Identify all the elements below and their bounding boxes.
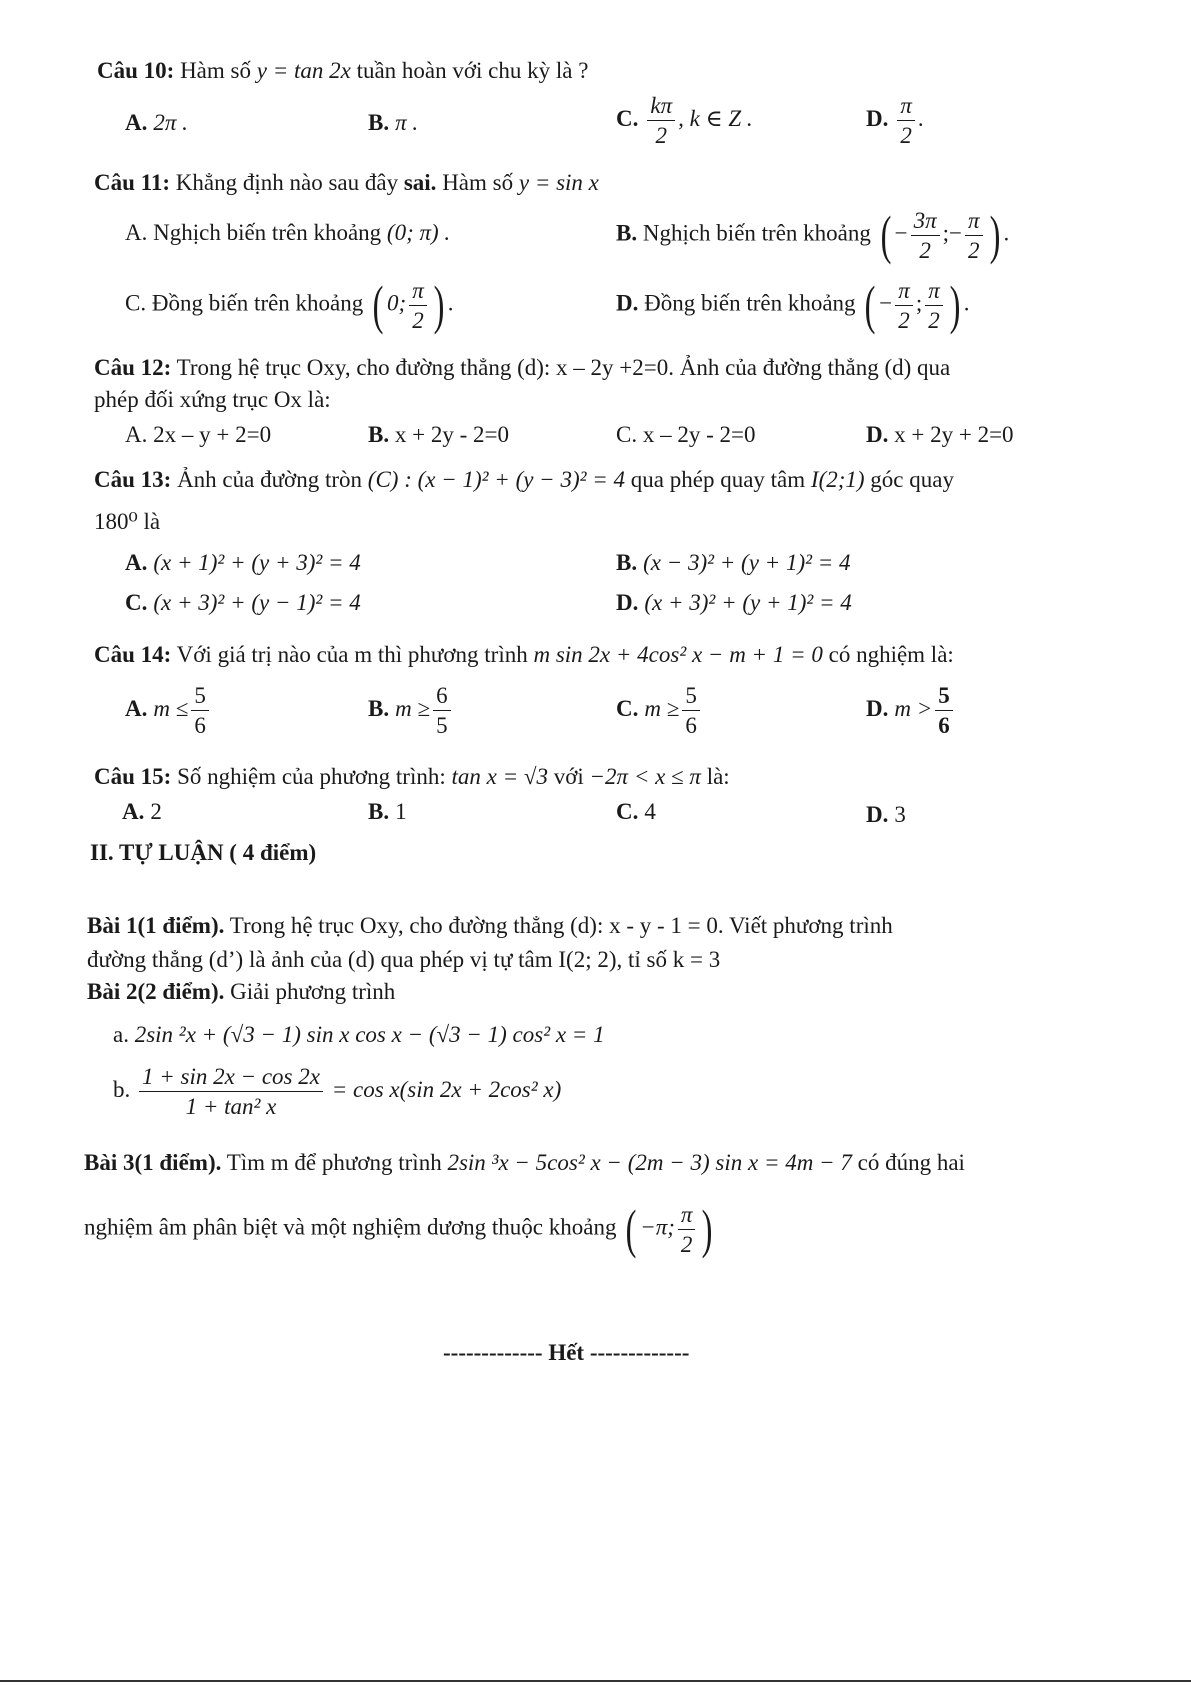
option-label: B. <box>368 799 390 824</box>
fraction <box>433 684 451 737</box>
question-12 <box>94 353 950 383</box>
option-value: 2π . <box>153 110 188 135</box>
right-paren: ) <box>433 275 445 335</box>
right-paren: ) <box>989 205 1000 265</box>
end-marker: ------------- Hết ------------- <box>443 1340 690 1365</box>
option-a[interactable] <box>125 218 450 248</box>
option-label: A. <box>125 220 148 245</box>
question-text-4: 180⁰ là <box>94 509 161 534</box>
question-text: Trong hệ trục Oxy, cho đường thẳng (d): x – 2y +2=0. Ảnh của đường thẳng (d) qua <box>176 355 951 380</box>
option-label: D. <box>866 695 889 721</box>
denominator: 6 <box>685 713 697 738</box>
option-b[interactable] <box>368 420 509 450</box>
question-text: Khẳng định nào sau đây <box>175 170 399 195</box>
period: . <box>1003 220 1010 246</box>
inequality: m ≥ <box>395 695 431 721</box>
denominator: 6 <box>938 713 950 738</box>
question-14 <box>94 640 954 670</box>
fraction <box>895 279 913 332</box>
equation: m sin 2x + 4cos² x − m + 1 = 0 <box>533 642 823 667</box>
inequality: m ≤ <box>153 695 189 721</box>
option-label: B. <box>616 550 638 575</box>
option-label: C. <box>125 290 147 316</box>
denominator: 2 <box>928 307 940 333</box>
question-text-3: góc quay <box>870 467 954 492</box>
numerator: 5 <box>682 684 700 711</box>
option-value: 4 <box>644 799 656 824</box>
option-value: x + 2y - 2=0 <box>394 422 509 447</box>
period: . <box>447 290 454 316</box>
exercise-label: Bài 3(1 điểm). <box>84 1150 222 1175</box>
numerator: π <box>409 279 427 306</box>
option-label: C. <box>616 105 639 131</box>
option-label: D. <box>866 105 889 131</box>
question-text: Số nghiệm của phương trình: <box>177 764 446 789</box>
denominator: 2 <box>680 1231 693 1257</box>
numerator: 5 <box>935 684 953 711</box>
question-13-line-2 <box>94 507 160 537</box>
numerator: 5 <box>191 684 209 711</box>
option-a[interactable] <box>122 797 162 827</box>
question-text: Hàm số <box>180 58 251 83</box>
question-text-2: tuần hoàn với chu kỳ là ? <box>356 58 589 83</box>
denominator: 6 <box>194 713 206 738</box>
option-label: C. <box>616 422 638 447</box>
question-10 <box>97 56 588 86</box>
question-text-2: với <box>553 764 584 789</box>
option-a[interactable] <box>125 420 271 450</box>
option-value: π . <box>395 110 419 135</box>
option-label: A. <box>125 422 148 447</box>
option-value: (x + 3)² + (y − 1)² = 4 <box>153 590 361 615</box>
question-label: Câu 13: <box>94 467 172 492</box>
option-value: 3 <box>894 802 906 827</box>
exercise-1 <box>87 911 893 941</box>
equation: tan x = √3 <box>451 764 548 789</box>
option-b[interactable] <box>368 108 418 138</box>
option-value: (x + 1)² + (y + 3)² = 4 <box>153 550 361 575</box>
left-paren: ( <box>372 275 384 335</box>
function: y = sin x <box>518 170 599 195</box>
part-label: a. <box>113 1022 129 1047</box>
option-label: A. <box>125 110 148 135</box>
option-d[interactable] <box>866 420 1014 450</box>
option-d[interactable] <box>866 684 956 737</box>
option-label: A. <box>122 799 145 824</box>
option-d[interactable] <box>616 588 852 618</box>
exercise-3 <box>84 1148 965 1178</box>
option-label: C. <box>616 799 639 824</box>
exercise-text: Tìm m để phương trình <box>226 1150 442 1175</box>
option-text: Đồng biến trên khoảng <box>151 290 364 316</box>
question-emphasis: sai. <box>403 170 437 195</box>
option-tail: , k ∈ Z . <box>678 105 753 131</box>
option-b[interactable] <box>616 548 851 578</box>
option-d[interactable] <box>866 94 924 147</box>
option-b[interactable] <box>616 205 1010 265</box>
left-paren: ( <box>880 205 892 265</box>
question-text-2: phép đối xứng trục Ox là: <box>94 387 331 412</box>
question-text: Ảnh của đường tròn <box>177 467 363 492</box>
option-c[interactable] <box>125 588 361 618</box>
section-title: II. TỰ LUẬN ( 4 điểm) <box>90 840 317 865</box>
separator: ; <box>915 290 923 316</box>
option-label: D. <box>616 590 639 615</box>
option-b[interactable] <box>368 797 407 827</box>
rotation-center: I(2;1) <box>810 467 865 492</box>
page-bottom-edge <box>0 1680 1191 1682</box>
range: −2π < x ≤ π <box>589 764 701 789</box>
option-value: 1 <box>395 799 407 824</box>
fraction <box>925 279 943 332</box>
exercise-text-2: có đúng hai <box>857 1150 965 1175</box>
period: . <box>963 290 970 316</box>
denominator: 2 <box>898 307 910 333</box>
option-label: D. <box>616 290 639 316</box>
denominator: 5 <box>436 713 448 738</box>
question-text-2: Hàm số <box>442 170 514 195</box>
denominator: 2 <box>900 123 912 148</box>
exercise-label: Bài 2(2 điểm). <box>87 979 225 1004</box>
numerator: π <box>897 94 915 121</box>
question-text-2: có nghiệm là: <box>828 642 954 667</box>
option-label: A. <box>125 550 148 575</box>
inequality: m ≥ <box>644 695 680 721</box>
question-13 <box>94 465 954 495</box>
numerator: π <box>925 279 943 306</box>
fraction <box>965 209 983 262</box>
fraction <box>682 684 700 737</box>
minus-sign: − <box>894 220 908 246</box>
exercise-1-line-2 <box>87 945 720 975</box>
option-value: (x + 3)² + (y + 1)² = 4 <box>644 590 852 615</box>
numerator: π <box>678 1203 696 1230</box>
question-11 <box>94 168 599 198</box>
numerator: 6 <box>433 684 451 711</box>
part-label: b. <box>113 1076 131 1102</box>
denominator: 1 + tan² x <box>185 1094 277 1119</box>
option-value: (x − 3)² + (y + 1)² = 4 <box>643 550 851 575</box>
equation: 2sin ²x + (√3 − 1) sin x cos x − (√3 − 1) cos² x = 1 <box>134 1022 605 1047</box>
question-label: Câu 14: <box>94 642 172 667</box>
equation: 2sin ³x − 5cos² x − (2m − 3) sin x = 4m − 7 <box>447 1150 852 1175</box>
option-value: 2 <box>150 799 162 824</box>
option-d[interactable] <box>616 275 970 335</box>
numerator: π <box>965 209 983 236</box>
separator: ;− <box>942 220 962 246</box>
exercise-3-line-2 <box>84 1199 716 1259</box>
question-label: Câu 10: <box>97 58 175 83</box>
option-c[interactable] <box>125 275 454 335</box>
option-label: B. <box>368 695 390 721</box>
denominator: 2 <box>412 307 424 333</box>
exercise-2a <box>113 1020 605 1050</box>
option-label: D. <box>866 802 889 827</box>
question-label: Câu 12: <box>94 355 172 380</box>
denominator: 2 <box>655 123 667 148</box>
option-value: 2x – y + 2=0 <box>153 422 272 447</box>
option-c[interactable] <box>616 797 656 827</box>
exercise-2b <box>113 1065 561 1118</box>
question-15 <box>94 762 730 792</box>
fraction <box>678 1203 696 1256</box>
option-label: C. <box>616 695 639 721</box>
equation-rhs: = cos x(sin 2x + 2cos² x) <box>331 1076 562 1102</box>
question-text: Với giá trị nào của m thì phương trình <box>176 642 528 667</box>
exercise-label: Bài 1(1 điểm). <box>87 913 225 938</box>
option-b[interactable] <box>368 684 454 737</box>
exercise-text-3: nghiệm âm phân biệt và một nghiệm dương thuộc khoảng <box>84 1214 617 1240</box>
option-tail: . <box>917 105 924 131</box>
option-value: x + 2y + 2=0 <box>894 422 1014 447</box>
equation: (C) : (x − 1)² + (y − 3)² = 4 <box>367 467 626 492</box>
left-paren: ( <box>864 275 876 335</box>
question-text-2: qua phép quay tâm <box>630 467 806 492</box>
minus-sign: − <box>879 290 893 316</box>
function: y = tan 2x <box>256 58 351 83</box>
fraction <box>897 94 915 147</box>
interval: (0; π) . <box>386 220 451 245</box>
left-paren: ( <box>625 1199 637 1259</box>
option-text: Đồng biến trên khoảng <box>644 290 856 316</box>
interval-start: −π; <box>640 1214 675 1240</box>
numerator: 3π <box>911 209 940 236</box>
option-label: B. <box>368 422 390 447</box>
option-label: A. <box>125 695 148 721</box>
interval-start: 0; <box>387 290 407 316</box>
question-text-3: là: <box>706 764 730 789</box>
option-c[interactable] <box>616 684 703 737</box>
option-text: Nghịch biến trên khoảng <box>153 220 382 245</box>
exercise-text-2: đường thẳng (d’) là ảnh của (d) qua phép vị tự tâm I(2; 2), tỉ số k = 3 <box>87 947 721 972</box>
option-text: Nghịch biến trên khoảng <box>642 220 871 246</box>
fraction <box>191 684 209 737</box>
numerator: π <box>895 279 913 306</box>
denominator: 2 <box>919 237 931 263</box>
option-value: x – 2y - 2=0 <box>642 422 756 447</box>
question-label: Câu 15: <box>94 764 172 789</box>
option-label: B. <box>616 220 638 246</box>
option-c[interactable] <box>616 94 753 147</box>
question-label: Câu 11: <box>94 170 171 195</box>
numerator: kπ <box>647 94 675 121</box>
exercise-text: Trong hệ trục Oxy, cho đường thẳng (d): x - y - 1 = 0. Viết phương trình <box>229 913 893 938</box>
fraction <box>409 279 427 332</box>
option-c[interactable] <box>616 420 755 450</box>
right-paren: ) <box>949 275 961 335</box>
fraction <box>911 209 940 262</box>
option-a[interactable] <box>125 108 188 138</box>
fraction <box>935 684 953 737</box>
right-paren: ) <box>702 1199 713 1259</box>
option-d[interactable] <box>866 800 906 830</box>
option-label: D. <box>866 422 889 447</box>
fraction <box>647 94 675 147</box>
option-label: B. <box>368 110 390 135</box>
denominator: 2 <box>968 237 980 263</box>
fraction <box>139 1065 323 1118</box>
numerator: 1 + sin 2x − cos 2x <box>139 1065 323 1092</box>
exercise-2 <box>87 977 395 1007</box>
exercise-text: Giải phương trình <box>230 979 396 1004</box>
option-a[interactable] <box>125 548 361 578</box>
option-label: C. <box>125 590 148 615</box>
inequality: m > <box>894 695 933 721</box>
option-a[interactable] <box>125 684 212 737</box>
question-12-line-2 <box>94 385 331 415</box>
